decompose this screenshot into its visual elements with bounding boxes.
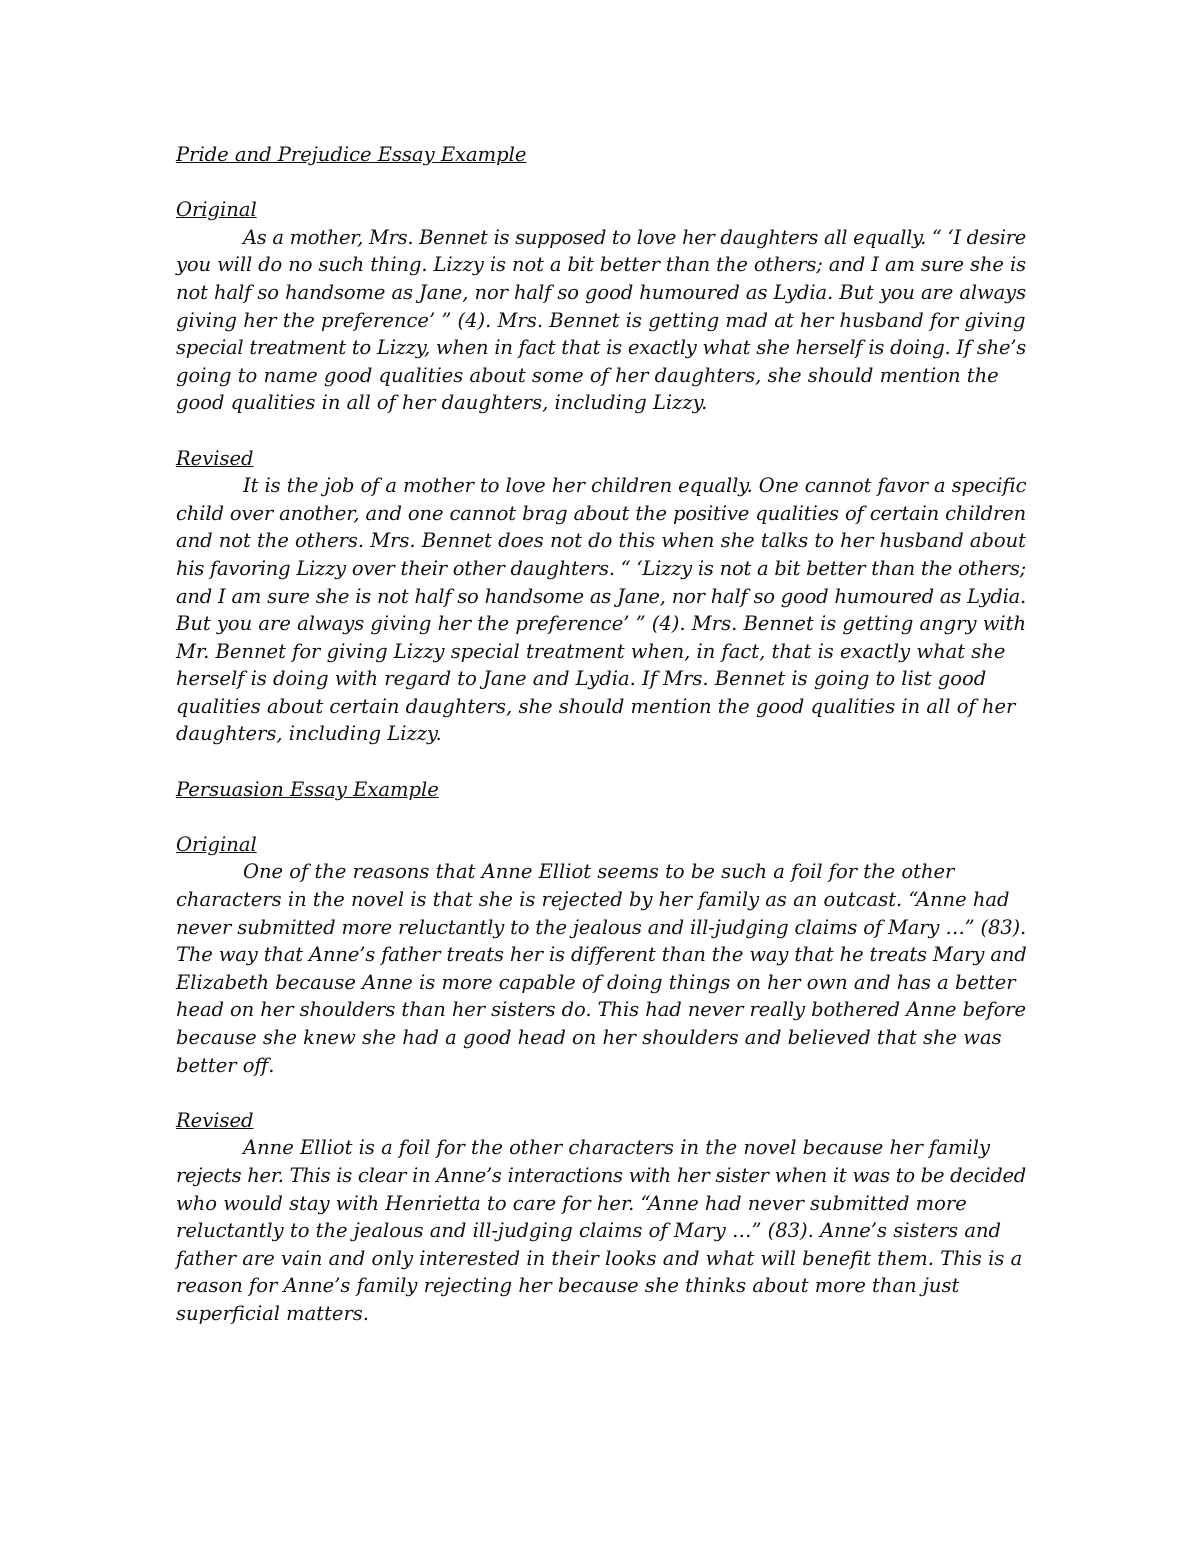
paragraph-line: superficial matters. (176, 1301, 369, 1325)
paragraph-line: good qualities in all of her daughters, including Lizzy. (176, 391, 708, 415)
paragraph-line: because she knew she had a good head on her shoulders and believed that she was (176, 1026, 1002, 1049)
section-title: Persuasion Essay Example (176, 777, 439, 801)
paragraph-line: It is the job of a mother to love her children equally. One cannot favor a specific (243, 474, 1027, 498)
blank-line (176, 169, 1026, 197)
paragraph-line: qualities about certain daughters, she should mention the good qualities in all of her (176, 694, 1016, 718)
blank-line (176, 1079, 1026, 1107)
paragraph (176, 858, 1026, 1079)
paragraph-line: reluctantly to the jealous and ill-judging claims of Mary …” (83). Anne’s sisters and (176, 1219, 1002, 1243)
paragraph (176, 224, 1026, 417)
paragraph-line: Anne Elliot is a foil for the other characters in the novel because her family (243, 1136, 990, 1160)
paragraph-line: Mr. Bennet for giving Lizzy special treatment when, in fact, that is exactly what she (176, 639, 1006, 663)
blank-line (176, 417, 1026, 445)
paragraph-line: not half so handsome as Jane, nor half so good humoured as Lydia. But you are always (176, 280, 1026, 304)
section-title: Pride and Prejudice Essay Example (176, 143, 527, 166)
document-body (176, 141, 1026, 1328)
paragraph-line: As a mother, Mrs. Bennet is supposed to love her daughters all equally. “ ‘I desire (243, 225, 1027, 249)
paragraph-line: The way that Anne’s father treats her is different than the way that he treats Mary and (176, 943, 1027, 967)
paragraph-line: special treatment to Lizzy, when in fact that is exactly what she herself is doing. If she’s (176, 336, 1027, 360)
paragraph-line: head on her shoulders than her sisters do. This had never really bothered Anne before (176, 998, 1026, 1022)
paragraph-line: But you are always giving her the preference’ ” (4). Mrs. Bennet is getting angry with (176, 612, 1027, 636)
paragraph-line: and not the others. Mrs. Bennet does not do this when she talks to her husband about (176, 529, 1026, 553)
blank-line (176, 803, 1026, 831)
paragraph-line: reason for Anne’s family rejecting her because she thinks about more than just (176, 1274, 960, 1298)
paragraph-line: herself is doing with regard to Jane and Lydia. If Mrs. Bennet is going to list good (176, 667, 987, 691)
block-label: Original (176, 832, 257, 856)
paragraph-line: who would stay with Henrietta to care for her. “Anne had never submitted more (176, 1191, 967, 1215)
block-label: Revised (176, 1108, 254, 1132)
paragraph-line: father are vain and only interested in their looks and what will benefit them. This is a (176, 1246, 1023, 1270)
paragraph-line: better off. (176, 1053, 275, 1077)
paragraph-line: characters in the novel is that she is rejected by her family as an outcast. “Anne had (176, 888, 1010, 912)
paragraph-line: daughters, including Lizzy. (176, 722, 442, 746)
block-label: Original (176, 198, 257, 222)
paragraph-line: and I am sure she is not half so handsome as Jane, nor half so good humoured as Lydia. (176, 584, 1027, 608)
paragraph-line: rejects her. This is clear in Anne’s interactions with her sister when it was to be decided (176, 1163, 1026, 1187)
blank-line (176, 748, 1026, 776)
paragraph (176, 472, 1026, 748)
paragraph-line: never submitted more reluctantly to the jealous and ill-judging claims of Mary …” (83). (176, 915, 1027, 939)
block-label: Revised (176, 446, 254, 470)
paragraph (176, 1134, 1026, 1327)
paragraph-line: giving her the preference’ ” (4). Mrs. Bennet is getting mad at her husband for giving (176, 308, 1026, 332)
paragraph-line: child over another, and one cannot brag about the positive qualities of certain children (176, 501, 1027, 525)
paragraph-line: his favoring Lizzy over their other daughters. “ ‘Lizzy is not a bit better than the others; (176, 556, 1026, 580)
paragraph-line: going to name good qualities about some of her daughters, she should mention the (176, 363, 999, 387)
paragraph-line: One of the reasons that Anne Elliot seems to be such a foil for the other (243, 860, 955, 884)
paragraph-line: you will do no such thing. Lizzy is not a bit better than the others; and I am sure she is (176, 253, 1026, 277)
paragraph-line: Elizabeth because Anne is more capable of doing things on her own and has a better (176, 970, 1016, 994)
